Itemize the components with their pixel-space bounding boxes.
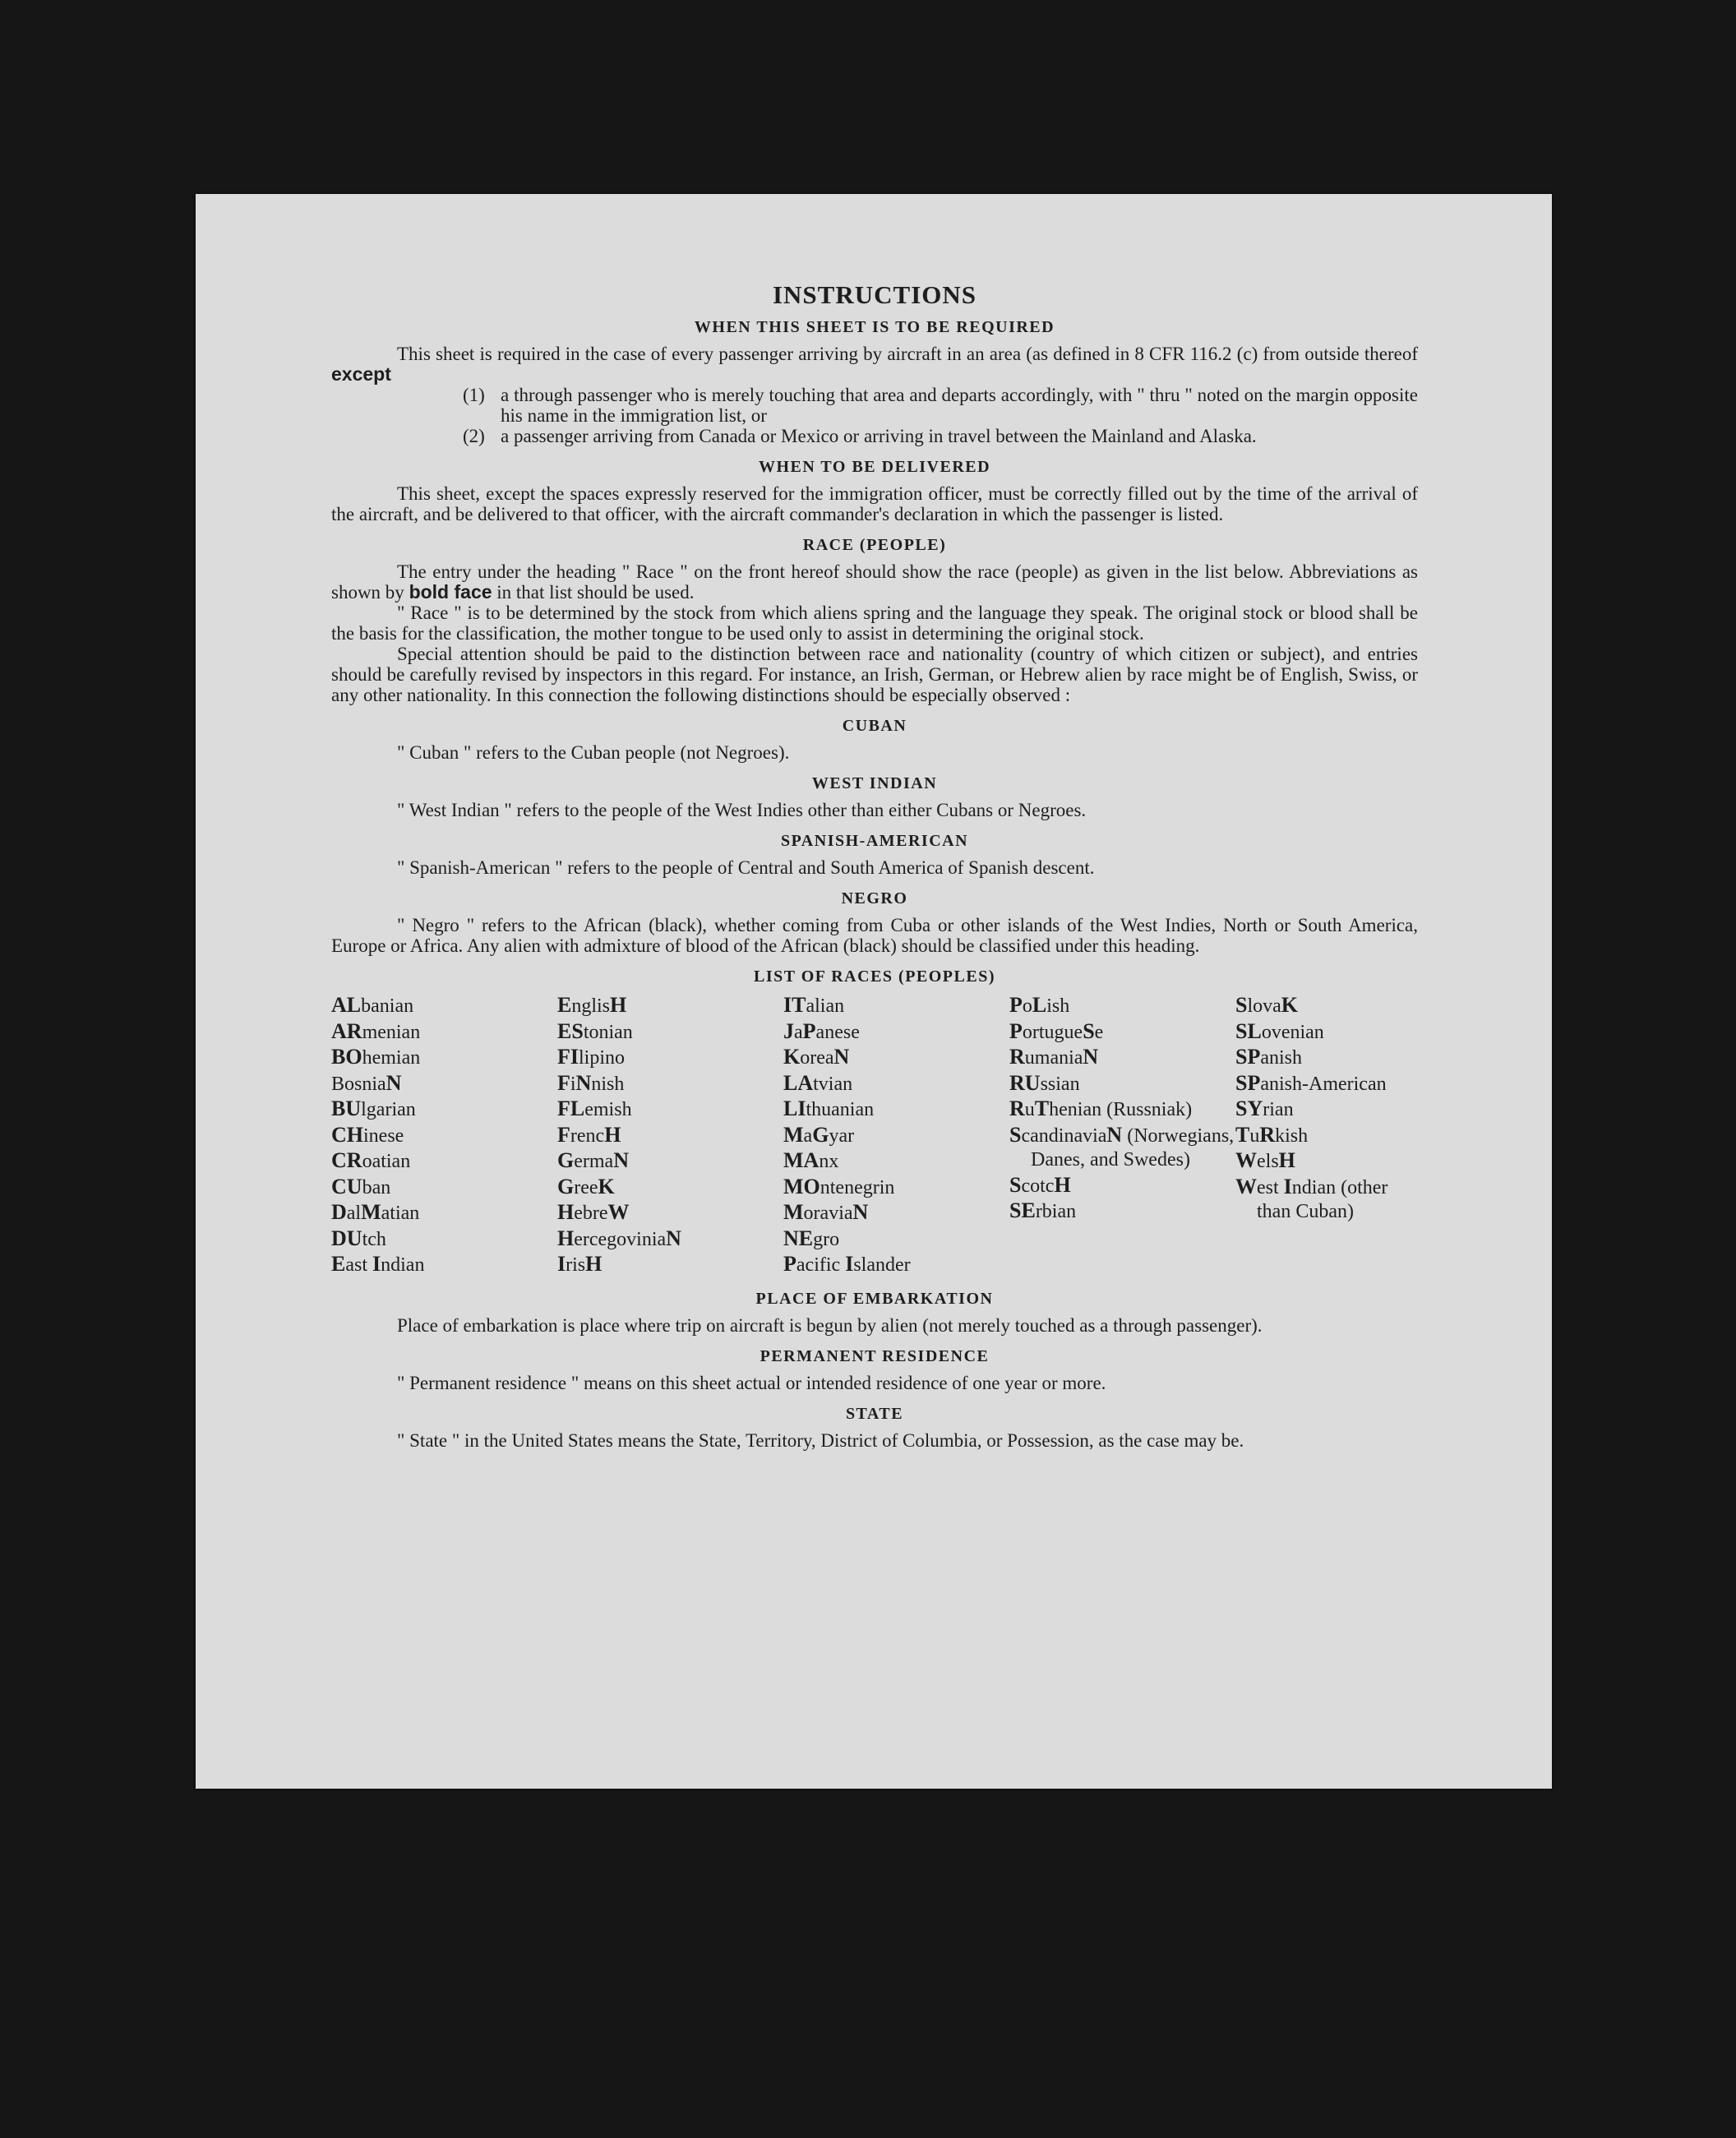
race-item: GreeK	[557, 1174, 615, 1198]
races-column-4	[1009, 993, 1235, 1278]
page-title: INSTRUCTIONS	[772, 280, 976, 309]
races-column-5	[1235, 993, 1418, 1278]
race-item: East Indian	[331, 1252, 425, 1276]
race-para-2: " Race " is to be determined by the stock from which aliens spring and the language they speak. The original stock or blood shall be the basis for the classification, the mother tongue to be used only to assist in determining the original stock.	[331, 603, 1418, 644]
race-item: LAtvian	[783, 1070, 853, 1095]
required-intro: This sheet is required in the case of every passenger arriving by aircraft in an area (as defined in 8 CFR 116.2 (c) from outside thereof except	[331, 344, 1418, 385]
race-item: TuRkish	[1235, 1122, 1309, 1147]
race-item: SLovenian	[1235, 1018, 1324, 1043]
races-list	[331, 993, 1418, 1278]
race-item: ARmenian	[331, 1018, 421, 1043]
instructions-content	[331, 280, 1418, 1451]
heading-spanish-american: SPANISH-AMERICAN	[780, 832, 969, 850]
race-item: SlovaK	[1235, 993, 1299, 1017]
delivered-text: This sheet, except the spaces expressly reserved for the immigration officer, must be correctly filled out by the time of the arrival of the aircraft, and be delivered to that officer, with the aircraft commander's declaration in which the passenger is listed.	[331, 483, 1418, 524]
heading-race: RACE (PEOPLE)	[802, 536, 947, 554]
heading-negro: NEGRO	[841, 889, 908, 907]
race-item: RuThenian (Russniak)	[1009, 1097, 1193, 1120]
race-item: ITalian	[783, 993, 845, 1017]
exception-2: (2) a passenger arriving from Canada or Mexico or arriving in travel between the Mainland and Alaska.	[463, 426, 1257, 446]
race-item: ALbanian	[331, 993, 414, 1017]
races-column-3	[783, 993, 1009, 1278]
race-item: CRoatian	[331, 1148, 411, 1172]
residence-text: " Permanent residence " means on this sheet actual or intended residence of one year or more.	[397, 1372, 1106, 1393]
race-item: MOntenegrin	[783, 1174, 895, 1198]
race-item: FLemish	[557, 1097, 632, 1120]
race-item: EnglisH	[557, 993, 627, 1017]
race-item: MoraviaN	[783, 1200, 869, 1224]
heading-west-indian: WEST INDIAN	[811, 774, 938, 792]
race-item: EStonian	[557, 1018, 633, 1043]
race-item: SErbian	[1009, 1198, 1077, 1222]
race-item: IrisH	[557, 1252, 603, 1276]
embarkation-text: Place of embarkation is place where trip on aircraft is begun by alien (not merely touched as a through passenger).	[397, 1314, 1263, 1336]
state-text: " State " in the United States means the State, Territory, District of Columbia, or Possession, as the case may be.	[397, 1429, 1244, 1451]
race-item: SPanish	[1235, 1045, 1303, 1069]
race-item: SYrian	[1235, 1097, 1294, 1120]
race-item: DUtch	[331, 1226, 386, 1250]
race-item: FiNnish	[557, 1070, 625, 1095]
race-item: PoLish	[1009, 993, 1070, 1017]
race-item: KoreaN	[783, 1045, 850, 1069]
heading-cuban: CUBAN	[842, 717, 907, 735]
race-item: RUssian	[1009, 1070, 1080, 1095]
heading-required: WHEN THIS SHEET IS TO BE REQUIRED	[694, 318, 1055, 336]
race-item: WelsH	[1235, 1148, 1295, 1172]
race-item: BosniaN	[331, 1070, 402, 1095]
races-column-1	[331, 993, 557, 1278]
heading-delivered: WHEN TO BE DELIVERED	[758, 458, 991, 476]
race-para-1: The entry under the heading " Race " on the front hereof should show the race (people) as given in the list below. Abbreviations as shown by bold face in that list should be used.	[331, 561, 1418, 603]
race-item: RumaniaN	[1009, 1045, 1099, 1069]
heading-residence: PERMANENT RESIDENCE	[760, 1346, 990, 1365]
race-item: BOhemian	[331, 1045, 421, 1069]
spanish-american-text: " Spanish-American " refers to the people of Central and South America of Spanish descent.	[397, 857, 1095, 878]
race-item: DalMatian	[331, 1200, 420, 1224]
race-item: HercegoviniaN	[557, 1226, 681, 1250]
heading-list-of-races: LIST OF RACES (PEOPLES)	[753, 967, 995, 986]
heading-state: STATE	[845, 1404, 904, 1423]
cuban-text: " Cuban " refers to the Cuban people (not Negroes).	[397, 742, 790, 763]
race-item: Pacific Islander	[783, 1252, 911, 1276]
race-item: ScotcH	[1009, 1172, 1071, 1197]
race-item: JaPanese	[783, 1018, 860, 1043]
race-item: GermaN	[557, 1148, 629, 1172]
heading-embarkation: PLACE OF EMBARKATION	[755, 1289, 994, 1308]
race-item: NEgro	[783, 1226, 840, 1250]
race-item: LIthuanian	[783, 1097, 875, 1120]
race-item: SPanish-American	[1235, 1070, 1387, 1095]
document-page	[196, 194, 1552, 1789]
race-item: HebreW	[557, 1200, 630, 1224]
races-column-2	[557, 993, 783, 1278]
race-item: MaGyar	[783, 1122, 855, 1147]
negro-text: " Negro " refers to the African (black), whether coming from Cuba or other islands of the West Indies, North or South America, Europe or Africa. Any alien with admixture of blood of the African (black) should be classified under this heading.	[331, 915, 1418, 956]
west-indian-text: " West Indian " refers to the people of the West Indies other than either Cubans or Negroes.	[397, 800, 1087, 820]
race-item: West Indian (other than Cuban)	[1235, 1174, 1388, 1222]
race-item: PortugueSe	[1009, 1018, 1104, 1043]
race-item: FrencH	[557, 1122, 621, 1147]
exception-1: (1) a through passenger who is merely touching that area and departs accordingly, with " thru " noted on the margin opposite his name in the immigration list, or	[463, 385, 1418, 426]
race-item: MAnx	[783, 1148, 839, 1172]
race-item: BUlgarian	[331, 1097, 416, 1120]
race-item: ScandinaviaN (Norwegians, Danes, and Swedes)	[1009, 1122, 1235, 1171]
race-item: FIlipino	[557, 1045, 626, 1069]
race-item: CHinese	[331, 1122, 404, 1147]
race-item: CUban	[331, 1174, 391, 1198]
race-para-3: Special attention should be paid to the distinction between race and nationality (country of which citizen or subject), and entries should be carefully revised by inspectors in this regard. For instance, an Irish, German, or Hebrew alien by race might be of English, Swiss, or any other nationality. In this connection the following distinctions should be especially observed :	[331, 644, 1418, 705]
